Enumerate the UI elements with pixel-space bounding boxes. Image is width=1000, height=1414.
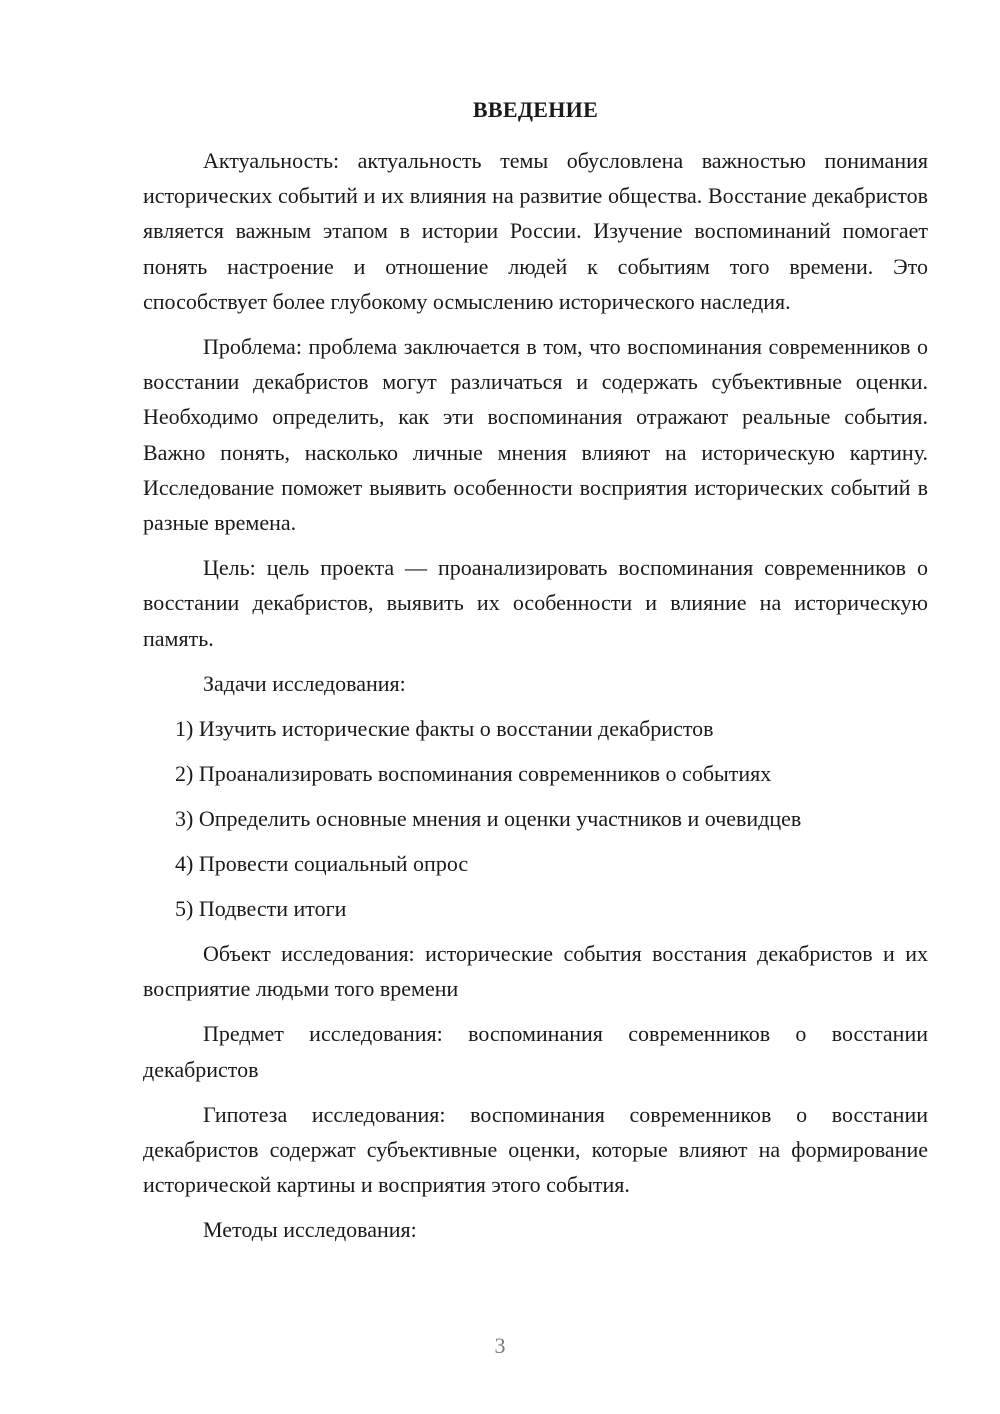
hypothesis-paragraph: Гипотеза исследования: воспоминания современников о восстании декабристов содержат субъективные оценки, которые влияют на формирование исторической картины и восприятия этого события.	[143, 1101, 928, 1198]
page-number: 3	[494, 1333, 506, 1358]
goal-paragraph: Цель: цель проекта — проанализировать воспоминания современников о восстании декабристов, выявить их особенности и влияние на историческую память.	[143, 555, 928, 651]
list-item: 2) Проанализировать воспоминания современников о событиях	[175, 761, 772, 787]
object-paragraph: Объект исследования: исторические события восстания декабристов и их восприятие людьми того времени	[143, 941, 928, 1002]
tasks-heading: Задачи исследования:	[203, 670, 406, 696]
list-item: 4) Провести социальный опрос	[175, 851, 469, 877]
list-item: 3) Определить основные мнения и оценки участников и очевидцев	[175, 806, 802, 832]
page-title: ВВЕДЕНИЕ	[472, 97, 599, 122]
tasks-list	[143, 711, 928, 926]
problem-paragraph: Проблема: проблема заключается в том, что воспоминания современников о восстании декабристов могут различаться и содержать субъективные оценки. Необходимо определить, как эти воспоминания отражают реальные события. Важно понять, насколько личные мнения влияют на историческую картину. Исследование поможет выявить особенности восприятия исторических событий в разные времена.	[143, 334, 928, 536]
document-body	[143, 95, 928, 1258]
relevance-paragraph: Актуальность: актуальность темы обусловлена важностью понимания исторических событий и их влияния на развитие общества. Восстание декабристов является важным этапом в истории России. Изучение воспоминаний помогает понять настроение и отношение людей к событиям того времени. Это способствует более глубокому осмыслению исторического наследия.	[143, 148, 928, 314]
list-item: 1) Изучить исторические факты о восстании декабристов	[175, 716, 714, 742]
list-item: 5) Подвести итоги	[175, 896, 347, 922]
methods-heading: Методы исследования:	[203, 1217, 417, 1243]
subject-paragraph: Предмет исследования: воспоминания современников о восстании декабристов	[143, 1021, 928, 1082]
